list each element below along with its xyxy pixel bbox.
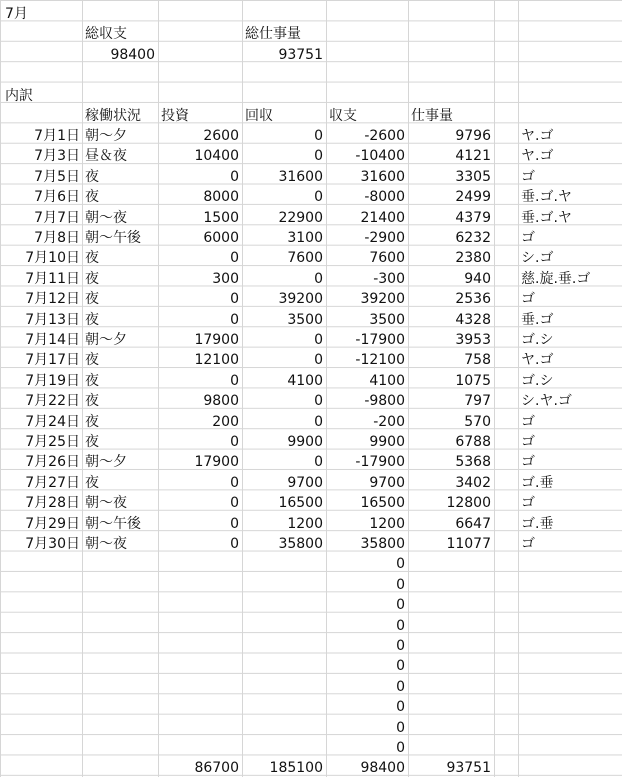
column-line <box>494 0 495 777</box>
invest-cell[interactable]: 17900 <box>194 454 239 471</box>
note-cell[interactable]: シ.ヤ.ゴ <box>521 393 572 410</box>
balance-cell[interactable]: 21400 <box>360 209 405 226</box>
work-cell[interactable]: 4121 <box>455 148 491 165</box>
invest-cell[interactable]: 0 <box>230 291 239 308</box>
work-cell[interactable]: 2380 <box>455 250 491 267</box>
balance-cell[interactable]: -2900 <box>364 230 405 246</box>
balance-cell[interactable]: -17900 <box>355 454 405 471</box>
work-cell[interactable]: 4379 <box>455 209 491 226</box>
invest-cell[interactable]: 12100 <box>194 352 239 369</box>
invest-cell[interactable]: 200 <box>212 413 239 430</box>
balance-cell[interactable]: 3500 <box>369 311 405 328</box>
work-cell[interactable]: 6647 <box>455 515 491 532</box>
work-cell[interactable]: 758 <box>464 352 491 369</box>
note-cell[interactable]: ヤ.ゴ <box>521 148 554 165</box>
header-recover[interactable]: 回収 <box>245 108 273 124</box>
note-cell[interactable]: 垂.ゴ <box>521 311 554 328</box>
date-cell[interactable]: 7月27日 <box>25 474 80 491</box>
note-cell[interactable]: ゴ.シ <box>521 372 554 389</box>
balance-cell[interactable]: -200 <box>373 413 405 430</box>
recover-cell[interactable]: 0 <box>314 270 323 287</box>
work-cell[interactable]: 3305 <box>455 168 491 185</box>
work-cell[interactable]: 9796 <box>455 128 491 144</box>
date-cell[interactable]: 7月26日 <box>25 454 80 471</box>
date-cell[interactable]: 7月19日 <box>25 372 80 389</box>
work-cell[interactable]: 570 <box>464 413 491 430</box>
recover-cell[interactable]: 9700 <box>287 474 323 491</box>
empty-balance-cell[interactable]: 0 <box>396 597 405 614</box>
date-cell[interactable]: 7月22日 <box>25 393 80 410</box>
recover-cell[interactable]: 3500 <box>287 311 323 328</box>
note-cell[interactable]: ゴ <box>521 536 535 552</box>
empty-balance-cell[interactable]: 0 <box>396 556 405 573</box>
note-cell[interactable]: ヤ.ゴ <box>521 352 554 369</box>
note-cell[interactable]: 垂.ゴ.ヤ <box>521 189 572 206</box>
balance-cell[interactable]: 7600 <box>369 250 405 267</box>
total-balance-label[interactable]: 総収支 <box>85 26 127 42</box>
status-cell[interactable]: 夜 <box>85 372 99 389</box>
header-invest[interactable]: 投資 <box>161 108 189 124</box>
balance-cell[interactable]: 1200 <box>369 515 405 532</box>
date-cell[interactable]: 7月17日 <box>25 352 80 369</box>
date-cell[interactable]: 7月13日 <box>25 311 80 328</box>
recover-cell[interactable]: 0 <box>314 393 323 410</box>
invest-cell[interactable]: 10400 <box>194 148 239 165</box>
recover-cell[interactable]: 31600 <box>278 168 323 185</box>
invest-cell[interactable]: 17900 <box>194 332 239 348</box>
breakdown-label[interactable]: 内訳 <box>5 88 33 104</box>
work-cell[interactable]: 2536 <box>455 291 491 308</box>
balance-cell[interactable]: -9800 <box>364 393 405 410</box>
invest-cell[interactable]: 0 <box>230 536 239 552</box>
date-cell[interactable]: 7月7日 <box>34 209 80 226</box>
invest-cell[interactable]: 1500 <box>203 209 239 226</box>
note-cell[interactable]: 慈.旋.垂.ゴ <box>521 270 591 287</box>
status-cell[interactable]: 夜 <box>85 352 99 369</box>
recover-cell[interactable]: 9900 <box>287 434 323 450</box>
date-cell[interactable]: 7月1日 <box>34 128 80 144</box>
balance-cell[interactable]: 9900 <box>369 434 405 450</box>
recover-cell[interactable]: 0 <box>314 128 323 144</box>
note-cell[interactable]: ゴ <box>521 413 535 430</box>
status-cell[interactable]: 昼＆夜 <box>85 148 127 165</box>
date-cell[interactable]: 7月14日 <box>25 332 80 348</box>
date-cell[interactable]: 7月10日 <box>25 250 80 267</box>
recover-cell[interactable]: 39200 <box>278 291 323 308</box>
status-cell[interactable]: 夜 <box>85 393 99 410</box>
balance-cell[interactable]: -300 <box>373 270 405 287</box>
recover-cell[interactable]: 0 <box>314 148 323 165</box>
work-cell[interactable]: 12800 <box>446 495 491 512</box>
recover-cell[interactable]: 4100 <box>287 372 323 389</box>
status-cell[interactable]: 夜 <box>85 474 99 491</box>
invest-cell[interactable]: 0 <box>230 250 239 267</box>
status-cell[interactable]: 夜 <box>85 189 99 206</box>
total-invest[interactable]: 86700 <box>194 760 239 776</box>
date-cell[interactable]: 7月24日 <box>25 413 80 430</box>
invest-cell[interactable]: 0 <box>230 474 239 491</box>
invest-cell[interactable]: 2600 <box>203 128 239 144</box>
status-cell[interactable]: 夜 <box>85 434 99 450</box>
status-cell[interactable]: 朝～午後 <box>85 230 141 246</box>
recover-cell[interactable]: 0 <box>314 189 323 206</box>
note-cell[interactable]: ゴ <box>521 230 535 246</box>
note-cell[interactable]: ゴ <box>521 495 535 512</box>
work-cell[interactable]: 11077 <box>446 536 491 552</box>
invest-cell[interactable]: 0 <box>230 372 239 389</box>
status-cell[interactable]: 夜 <box>85 270 99 287</box>
balance-cell[interactable]: 31600 <box>360 168 405 185</box>
status-cell[interactable]: 朝～夜 <box>85 536 127 552</box>
work-cell[interactable]: 6788 <box>455 434 491 450</box>
work-cell[interactable]: 6232 <box>455 230 491 246</box>
recover-cell[interactable]: 0 <box>314 332 323 348</box>
status-cell[interactable]: 朝～午後 <box>85 515 141 532</box>
date-cell[interactable]: 7月3日 <box>34 148 80 165</box>
status-cell[interactable]: 夜 <box>85 168 99 185</box>
work-cell[interactable]: 797 <box>464 393 491 410</box>
note-cell[interactable]: ゴ.シ <box>521 332 554 348</box>
month-cell[interactable]: 7月 <box>5 6 28 22</box>
invest-cell[interactable]: 0 <box>230 434 239 450</box>
date-cell[interactable]: 7月11日 <box>25 270 80 287</box>
empty-balance-cell[interactable]: 0 <box>396 617 405 634</box>
balance-cell[interactable]: -10400 <box>355 148 405 165</box>
status-cell[interactable]: 朝～夜 <box>85 209 127 226</box>
balance-cell[interactable]: 39200 <box>360 291 405 308</box>
status-cell[interactable]: 夜 <box>85 311 99 328</box>
recover-cell[interactable]: 0 <box>314 454 323 471</box>
balance-cell[interactable]: -12100 <box>355 352 405 369</box>
empty-balance-cell[interactable]: 0 <box>396 719 405 736</box>
recover-cell[interactable]: 16500 <box>278 495 323 512</box>
work-cell[interactable]: 3402 <box>455 474 491 491</box>
date-cell[interactable]: 7月30日 <box>25 536 80 552</box>
status-cell[interactable]: 夜 <box>85 250 99 267</box>
recover-cell[interactable]: 3100 <box>287 230 323 246</box>
empty-balance-cell[interactable]: 0 <box>396 576 405 593</box>
status-cell[interactable]: 朝～夕 <box>85 454 127 471</box>
empty-balance-cell[interactable]: 0 <box>396 740 405 756</box>
total-work[interactable]: 93751 <box>446 760 491 776</box>
empty-balance-cell[interactable]: 0 <box>396 678 405 695</box>
total-work-label[interactable]: 総仕事量 <box>245 26 301 42</box>
note-cell[interactable]: ゴ <box>521 168 535 185</box>
empty-balance-cell[interactable]: 0 <box>396 699 405 716</box>
status-cell[interactable]: 朝～夕 <box>85 128 127 144</box>
invest-cell[interactable]: 0 <box>230 168 239 185</box>
note-cell[interactable]: ヤ.ゴ <box>521 128 554 144</box>
status-cell[interactable]: 夜 <box>85 413 99 430</box>
invest-cell[interactable]: 6000 <box>203 230 239 246</box>
invest-cell[interactable]: 0 <box>230 515 239 532</box>
note-cell[interactable]: ゴ.垂 <box>521 474 554 491</box>
date-cell[interactable]: 7月6日 <box>34 189 80 206</box>
recover-cell[interactable]: 22900 <box>278 209 323 226</box>
date-cell[interactable]: 7月5日 <box>34 168 80 185</box>
invest-cell[interactable]: 9800 <box>203 393 239 410</box>
balance-cell[interactable]: -17900 <box>355 332 405 348</box>
header-work[interactable]: 仕事量 <box>411 108 453 124</box>
status-cell[interactable]: 夜 <box>85 291 99 308</box>
note-cell[interactable]: シ.ゴ <box>521 250 554 267</box>
recover-cell[interactable]: 35800 <box>278 536 323 552</box>
work-cell[interactable]: 4328 <box>455 311 491 328</box>
date-cell[interactable]: 7月29日 <box>25 515 80 532</box>
total-balance[interactable]: 98400 <box>360 760 405 776</box>
invest-cell[interactable]: 0 <box>230 495 239 512</box>
recover-cell[interactable]: 0 <box>314 352 323 369</box>
note-cell[interactable]: 垂.ゴ.ヤ <box>521 209 572 226</box>
balance-cell[interactable]: -8000 <box>364 189 405 206</box>
empty-balance-cell[interactable]: 0 <box>396 658 405 675</box>
balance-cell[interactable]: 16500 <box>360 495 405 512</box>
status-cell[interactable]: 朝～夜 <box>85 495 127 512</box>
total-balance-value[interactable]: 98400 <box>110 47 155 63</box>
work-cell[interactable]: 940 <box>464 270 491 287</box>
balance-cell[interactable]: 35800 <box>360 536 405 552</box>
total-work-value[interactable]: 93751 <box>278 47 323 63</box>
invest-cell[interactable]: 8000 <box>203 189 239 206</box>
note-cell[interactable]: ゴ <box>521 454 535 471</box>
work-cell[interactable]: 5368 <box>455 454 491 471</box>
date-cell[interactable]: 7月28日 <box>25 495 80 512</box>
empty-balance-cell[interactable]: 0 <box>396 638 405 654</box>
balance-cell[interactable]: -2600 <box>364 128 405 144</box>
recover-cell[interactable]: 7600 <box>287 250 323 267</box>
note-cell[interactable]: ゴ <box>521 291 535 308</box>
date-cell[interactable]: 7月25日 <box>25 434 80 450</box>
recover-cell[interactable]: 0 <box>314 413 323 430</box>
note-cell[interactable]: ゴ <box>521 434 535 450</box>
work-cell[interactable]: 1075 <box>455 372 491 389</box>
status-cell[interactable]: 朝～夕 <box>85 332 127 348</box>
header-balance[interactable]: 収支 <box>329 108 357 124</box>
invest-cell[interactable]: 0 <box>230 311 239 328</box>
total-recover[interactable]: 185100 <box>269 760 323 776</box>
work-cell[interactable]: 2499 <box>455 189 491 206</box>
recover-cell[interactable]: 1200 <box>287 515 323 532</box>
header-status[interactable]: 稼働状況 <box>85 108 141 124</box>
date-cell[interactable]: 7月8日 <box>34 230 80 246</box>
note-cell[interactable]: ゴ.垂 <box>521 515 554 532</box>
date-cell[interactable]: 7月12日 <box>25 291 80 308</box>
balance-cell[interactable]: 9700 <box>369 474 405 491</box>
balance-cell[interactable]: 4100 <box>369 372 405 389</box>
invest-cell[interactable]: 300 <box>212 270 239 287</box>
work-cell[interactable]: 3953 <box>455 332 491 348</box>
